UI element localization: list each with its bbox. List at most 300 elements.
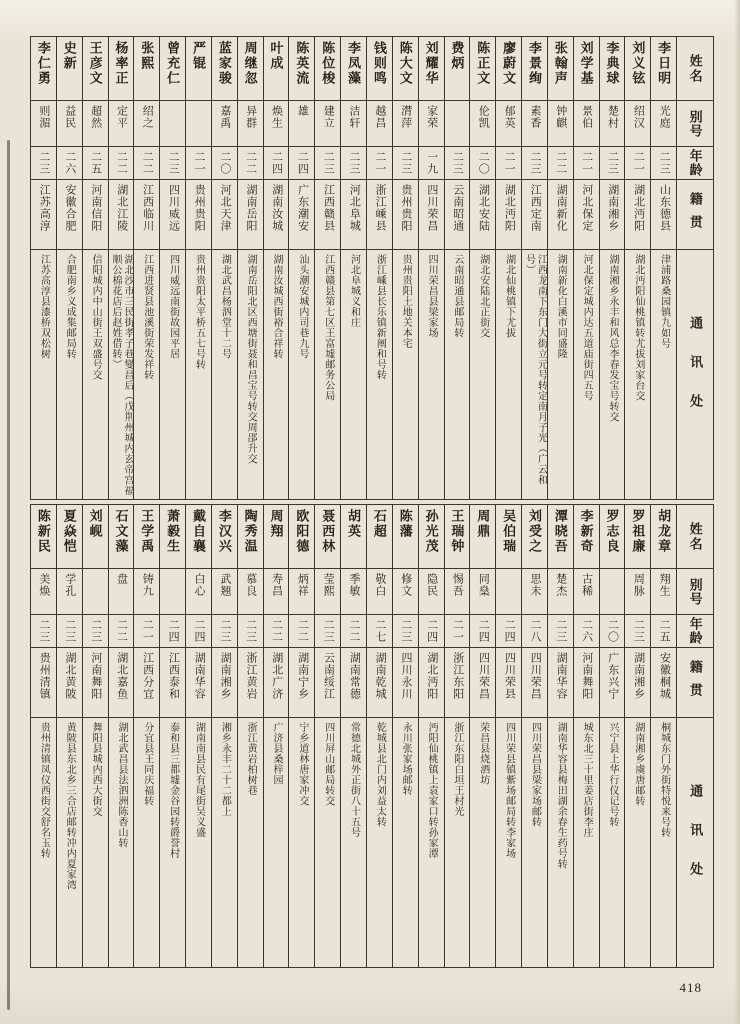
entry-age: 二三	[31, 615, 56, 648]
entry-native: 江西分宜	[134, 648, 159, 718]
entry-name: 罗祖廉	[625, 505, 650, 569]
entry-address: 四川荣昌县梁家场邮转	[529, 722, 541, 827]
entry-name: 陶秀温	[238, 505, 263, 569]
scan-shadow-right-edge	[734, 0, 740, 1024]
entry-age: 二一	[134, 615, 159, 648]
entry-age: 二三	[160, 147, 185, 180]
entry-native: 四川永川	[393, 648, 418, 718]
entry-age: 二一	[625, 147, 650, 180]
entry-alias: 周脉	[625, 569, 650, 615]
entry-name: 张翰声	[548, 37, 573, 101]
entry-address: 浙江嵊县长乐镇新阐和号转	[374, 254, 386, 380]
entry-native: 湖北沔阳	[625, 180, 650, 250]
entry-age: 二四	[419, 615, 444, 648]
entry-native: 安徽桐城	[651, 648, 676, 718]
entry-alias: 光庭	[651, 101, 676, 147]
entry-age: 二三	[57, 615, 82, 648]
entry-address: 贵州贵阳太平桥五七号转	[193, 254, 205, 370]
registry-entry-column	[419, 505, 445, 967]
registry-entry-column	[289, 37, 315, 499]
registry-entry-column	[264, 37, 290, 499]
entry-native: 湖南华容	[548, 648, 573, 718]
entry-alias: 武翘	[212, 569, 237, 615]
header-age: 年龄	[677, 147, 713, 180]
entry-alias: 洁轩	[341, 101, 366, 147]
entry-age: 二三	[83, 615, 108, 648]
registry-entry-column	[393, 505, 419, 967]
entry-address: 兴宁县上华行仪记号转	[606, 722, 618, 827]
entry-age: 二二	[264, 615, 289, 648]
entry-native: 山东德县	[651, 180, 676, 250]
entry-address: 黄陂县东北乡三合店邮转冲内夏家湾	[64, 722, 76, 890]
header-name: 姓名	[677, 37, 713, 101]
entry-age: 二三	[341, 147, 366, 180]
entry-alias: 钟麒	[548, 101, 573, 147]
entry-age: 二〇	[212, 147, 237, 180]
entry-native: 湖北沔阳	[496, 180, 521, 250]
entry-age: 二三	[393, 147, 418, 180]
registry-entry-column	[522, 37, 548, 499]
entry-name: 陈英流	[289, 37, 314, 101]
entry-native: 河北天津	[212, 180, 237, 250]
entry-age: 二三	[522, 147, 547, 180]
entry-alias: 翔生	[651, 569, 676, 615]
entry-alias: 建立	[315, 101, 340, 147]
entry-name: 曾充仁	[160, 37, 185, 101]
registry-entry-column	[651, 37, 677, 499]
registry-entry-column	[445, 505, 471, 967]
registry-entry-column	[600, 505, 626, 967]
entry-address: 广济县桑梓园	[271, 722, 283, 785]
entry-native: 四川荣县	[496, 648, 521, 718]
entry-name: 刘岘	[83, 505, 108, 569]
entry-age: 二一	[367, 147, 392, 180]
registry-entry-column	[574, 505, 600, 967]
entry-alias	[496, 569, 521, 615]
entry-name: 廖蔚文	[496, 37, 521, 101]
entry-native: 江西赣县	[315, 180, 340, 250]
entry-native: 湖南湘乡	[212, 648, 237, 718]
registry-entry-column	[548, 37, 574, 499]
entry-address: 荣昌县烧酒坊	[477, 722, 489, 785]
entry-name: 杨率正	[109, 37, 134, 101]
entry-address: 汕头潮安城内司巷九号	[296, 254, 308, 359]
entry-address: 湖南汝城西街裕合祥转	[271, 254, 283, 359]
entry-age: 二五	[83, 147, 108, 180]
entry-name: 李新奇	[574, 505, 599, 569]
entry-alias: 楚村	[600, 101, 625, 147]
entry-age: 二五	[651, 615, 676, 648]
registry-entry-column	[83, 37, 109, 499]
entry-name: 李汉兴	[212, 505, 237, 569]
entry-alias: 敬白	[367, 569, 392, 615]
entry-native: 贵州清镇	[31, 648, 56, 718]
entry-alias: 异群	[238, 101, 263, 147]
entry-alias: 绍汉	[625, 101, 650, 147]
entry-alias: 同燊	[470, 569, 495, 615]
registry-table-bottom	[30, 504, 714, 968]
entry-address: 湖北仙桃镇下尤拔	[503, 254, 515, 338]
registry-table-top	[30, 36, 714, 500]
entry-name: 周鼎	[470, 505, 495, 569]
entry-address: 云南昭通县邮局转	[451, 254, 463, 338]
entry-alias: 古稀	[574, 569, 599, 615]
registry-entry-column	[31, 37, 57, 499]
entry-alias: 学孔	[57, 569, 82, 615]
entry-address: 浙江东阳白坦王村光	[451, 722, 463, 817]
entry-alias: 楚杰	[548, 569, 573, 615]
registry-entry-column	[160, 505, 186, 967]
entry-native: 湖南岳阳	[238, 180, 263, 250]
registry-entry-column	[57, 37, 83, 499]
entry-address: 江西龙南下东门大街立元号转定南月子光（广云和号）	[523, 254, 547, 485]
entry-alias: 季敏	[341, 569, 366, 615]
entry-address: 贵州清镇凤仪西街交舒名玉转	[38, 722, 50, 859]
entry-native: 江苏高淳	[31, 180, 56, 250]
registry-entry-column	[289, 505, 315, 967]
entry-alias: 伦凯	[470, 101, 495, 147]
entry-address: 河北保定城内达五道庙街四五号	[581, 254, 593, 401]
entry-name: 萧毅生	[160, 505, 185, 569]
entry-age: 二〇	[470, 147, 495, 180]
entry-age: 二一	[445, 615, 470, 648]
entry-age: 二三	[651, 147, 676, 180]
registry-entry-column	[160, 37, 186, 499]
entry-native: 云南绥江	[315, 648, 340, 718]
entry-age: 二二	[109, 615, 134, 648]
entry-alias: 越昌	[367, 101, 392, 147]
entry-address: 四川荣昌县梁家场	[426, 254, 438, 338]
entry-address: 永川张家场邮转	[400, 722, 412, 796]
entry-name: 刘义铉	[625, 37, 650, 101]
entry-name: 陈位梭	[315, 37, 340, 101]
entry-name: 陈新民	[31, 505, 56, 569]
entry-name: 史新	[57, 37, 82, 101]
entry-age: 二八	[522, 615, 547, 648]
entry-address: 沔阳仙桃镇上袁家口转孙家潭	[426, 722, 438, 859]
entry-native: 河南舞阳	[574, 648, 599, 718]
entry-name: 陈藩	[393, 505, 418, 569]
entry-alias: 思未	[522, 569, 547, 615]
entry-name: 李日明	[651, 37, 676, 101]
header-column-bottom	[677, 505, 713, 967]
entry-age: 二〇	[600, 615, 625, 648]
entry-native: 湖北安陆	[470, 180, 495, 250]
entry-native: 安徽合肥	[57, 180, 82, 250]
entry-name: 严锟	[186, 37, 211, 101]
registry-entry-column	[496, 505, 522, 967]
entry-name: 石文藻	[109, 505, 134, 569]
registry-entry-column	[625, 505, 651, 967]
entry-name: 胡英	[341, 505, 366, 569]
entry-name: 吴伯瑞	[496, 505, 521, 569]
entry-alias: 修文	[393, 569, 418, 615]
registry-entry-column	[470, 37, 496, 499]
entry-name: 潭晓吾	[548, 505, 573, 569]
entry-native: 湖北江陵	[109, 180, 134, 250]
registry-entry-column	[212, 37, 238, 499]
entry-name: 胡龙章	[651, 505, 676, 569]
entry-address: 湖南南县民有尾街吴义盛	[193, 722, 205, 838]
entry-address: 津浦路桑园镇九如号	[658, 254, 670, 349]
entry-alias: 寿昌	[264, 569, 289, 615]
registry-entry-column	[109, 37, 135, 499]
entry-native: 浙江嵊县	[367, 180, 392, 250]
entry-name: 刘学基	[574, 37, 599, 101]
entry-address: 湖北安陆北正街交	[477, 254, 489, 338]
entry-age: 二二	[548, 147, 573, 180]
entry-age: 二六	[574, 615, 599, 648]
entry-name: 陈正文	[470, 37, 495, 101]
entry-alias: 家荣	[419, 101, 444, 147]
entry-native: 湖南乾城	[367, 648, 392, 718]
entry-native: 湖北黄陂	[57, 648, 82, 718]
entry-native: 浙江黄岩	[238, 648, 263, 718]
entry-native: 湖南宁乡	[289, 648, 314, 718]
entry-alias: 潸萍	[393, 101, 418, 147]
entry-age: 二三	[31, 147, 56, 180]
entry-age: 二二	[341, 615, 366, 648]
registry-entry-column	[264, 505, 290, 967]
entry-native: 云南昭通	[445, 180, 470, 250]
entry-name: 蓝家骏	[212, 37, 237, 101]
entry-age: 二一	[574, 147, 599, 180]
registry-entry-column	[445, 37, 471, 499]
entry-name: 李典球	[600, 37, 625, 101]
entry-address: 江西进贤县池溪街荣发祥转	[141, 254, 153, 380]
entry-age: 二二	[238, 147, 263, 180]
entry-age: 二四	[289, 147, 314, 180]
registry-entry-column	[238, 37, 264, 499]
entry-native: 湖南新化	[548, 180, 573, 250]
entry-alias	[160, 101, 185, 147]
entry-native: 贵州贵阳	[393, 180, 418, 250]
entry-address: 湖南岳阳北区西塘街聂和昌宝号转交周郘升交	[245, 254, 257, 464]
registry-entry-column	[186, 505, 212, 967]
entry-address: 四川屏山邮局转交	[322, 722, 334, 806]
entry-address: 河北阜城义和庄	[348, 254, 360, 328]
entry-name: 刘受之	[522, 505, 547, 569]
entry-alias	[600, 569, 625, 615]
registry-entry-column	[83, 505, 109, 967]
entry-native: 河北保定	[574, 180, 599, 250]
entry-alias	[445, 101, 470, 147]
registry-entry-column	[212, 505, 238, 967]
entry-address: 湖南湘乡虞唐邮转	[632, 722, 644, 806]
entry-name: 夏焱恺	[57, 505, 82, 569]
entry-age: 二六	[57, 147, 82, 180]
entry-address: 湖南湘乡永丰和风总李春发宝号转交	[606, 254, 618, 422]
registry-entry-column	[109, 505, 135, 967]
entry-age: 二二	[109, 147, 134, 180]
page-number: 418	[679, 980, 702, 995]
entry-name: 王彦文	[83, 37, 108, 101]
entry-alias: 郁英	[496, 101, 521, 147]
entry-address: 江苏高淳县漆桥双松树	[38, 254, 50, 359]
entry-name: 罗志良	[600, 505, 625, 569]
entry-alias: 景伯	[574, 101, 599, 147]
registry-entry-column	[238, 505, 264, 967]
entry-native: 湖南湘乡	[625, 648, 650, 718]
entry-native: 四川荣昌	[470, 648, 495, 718]
entry-alias: 则湄	[31, 101, 56, 147]
entry-address: 常德北城外正街八十五号	[348, 722, 360, 838]
entry-name: 费炳	[445, 37, 470, 101]
entry-address: 湘乡永丰二十二都上	[219, 722, 231, 817]
entry-address: 合肥南乡义成集邮局转	[64, 254, 76, 359]
entry-native: 贵州贵阳	[186, 180, 211, 250]
entry-address: 贵州贵阳土地关本宅	[400, 254, 412, 349]
entry-alias: 益民	[57, 101, 82, 147]
entry-alias: 焕生	[264, 101, 289, 147]
entry-age: 二三	[600, 147, 625, 180]
header-alias: 别号	[677, 569, 713, 615]
entry-alias: 绍之	[134, 101, 159, 147]
entry-address: 桐城东门外街特悦来号转	[658, 722, 670, 838]
entry-alias: 嘉禹	[212, 101, 237, 147]
entry-age: 二四	[264, 147, 289, 180]
entry-age: 二二	[134, 147, 159, 180]
entry-alias	[83, 569, 108, 615]
entry-native: 河北阜城	[341, 180, 366, 250]
registry-entry-column	[31, 505, 57, 967]
entry-name: 陈大文	[393, 37, 418, 101]
entry-age: 一九	[419, 147, 444, 180]
entry-age: 二三	[212, 615, 237, 648]
entry-age: 二三	[548, 615, 573, 648]
registry-entry-column	[341, 37, 367, 499]
entry-address: 江西赣县第七区王富墟邮务公局	[322, 254, 334, 401]
entry-age: 二三	[315, 615, 340, 648]
entry-address: 湖北沔阳仙桃镇转尤拔刘家台交	[632, 254, 644, 401]
entry-address: 浙江黄岩柏树巷	[245, 722, 257, 796]
registry-entry-column	[341, 505, 367, 967]
entry-native: 河南舞阳	[83, 648, 108, 718]
header-native: 籍贯	[677, 648, 713, 718]
registry-entry-column	[315, 37, 341, 499]
entry-name: 张熙	[134, 37, 159, 101]
entry-age: 二三	[393, 615, 418, 648]
entry-age: 二四	[160, 615, 185, 648]
entry-name: 聂西林	[315, 505, 340, 569]
registry-entry-column	[393, 37, 419, 499]
entry-name: 李凤藻	[341, 37, 366, 101]
entry-native: 湖南常德	[341, 648, 366, 718]
registry-entry-column	[548, 505, 574, 967]
entry-address: 分宜县王同庆福转	[141, 722, 153, 806]
entry-native: 四川荣昌	[522, 648, 547, 718]
entry-address: 宁乡道林唐家冲交	[296, 722, 308, 806]
entry-address: 湖南新化白溪市同盛隆	[555, 254, 567, 359]
entry-alias: 美焕	[31, 569, 56, 615]
entry-name: 周继忽	[238, 37, 263, 101]
registry-entry-column	[367, 37, 393, 499]
entry-age: 二二	[289, 615, 314, 648]
registry-entry-column	[134, 505, 160, 967]
entry-native: 湖南湘乡	[600, 180, 625, 250]
entry-age: 二三	[625, 615, 650, 648]
header-age: 年龄	[677, 615, 713, 648]
entry-native: 四川荣昌	[419, 180, 444, 250]
entry-native: 江西泰和	[160, 648, 185, 718]
entry-native: 湖南华容	[186, 648, 211, 718]
entry-alias: 超然	[83, 101, 108, 147]
registry-entry-column	[600, 37, 626, 499]
entry-address: 乾城县北门内刘益太转	[374, 722, 386, 827]
entry-name: 李景绚	[522, 37, 547, 101]
header-name: 姓名	[677, 505, 713, 569]
entry-native: 浙江东阳	[445, 648, 470, 718]
entry-native: 江西定南	[522, 180, 547, 250]
registry-entry-column	[315, 505, 341, 967]
entry-name: 孙光茂	[419, 505, 444, 569]
entry-age: 二四	[496, 615, 521, 648]
registry-entry-column	[134, 37, 160, 499]
entry-address: 湖北武昌杨泗堂十二号	[219, 254, 231, 359]
entry-native: 江西临川	[134, 180, 159, 250]
entry-alias: 莹熙	[315, 569, 340, 615]
entry-address: 四川荣县镇紫场邮局转李家场	[503, 722, 515, 859]
registry-entry-column	[419, 37, 445, 499]
entry-name: 戴自襄	[186, 505, 211, 569]
header-column-top	[677, 37, 713, 499]
entry-native: 四川威远	[160, 180, 185, 250]
registry-entry-column	[57, 505, 83, 967]
registry-entry-column	[625, 37, 651, 499]
entry-name: 李仁勇	[31, 37, 56, 101]
entry-alias: 定平	[109, 101, 134, 147]
entry-native: 河南信阳	[83, 180, 108, 250]
entry-alias	[186, 101, 211, 147]
entry-age: 二三	[238, 615, 263, 648]
entry-native: 湖南汝城	[264, 180, 289, 250]
entry-address: 湖北沙市三民街孝子巷燮昌后（戊荆州城内玄帝宫福顺公棉花店后赵姓借转）	[109, 254, 133, 496]
scan-shadow-left-edge	[7, 140, 10, 1010]
header-address: 通讯处	[688, 316, 704, 433]
entry-name: 钱则鸣	[367, 37, 392, 101]
entry-alias: 铸九	[134, 569, 159, 615]
entry-name: 石超	[367, 505, 392, 569]
entry-name: 叶成	[264, 37, 289, 101]
entry-name: 欧阳德	[289, 505, 314, 569]
registry-entry-column	[470, 505, 496, 967]
entry-name: 刘耀华	[419, 37, 444, 101]
entry-alias: 盘	[109, 569, 134, 615]
header-alias: 别号	[677, 101, 713, 147]
entry-native: 广东潮安	[289, 180, 314, 250]
entry-alias: 隐民	[419, 569, 444, 615]
entry-alias: 白心	[186, 569, 211, 615]
entry-age: 二四	[186, 615, 211, 648]
entry-age: 二四	[470, 615, 495, 648]
entry-native: 湖北广济	[264, 648, 289, 718]
entry-alias: 慕良	[238, 569, 263, 615]
entry-age: 二七	[367, 615, 392, 648]
registry-entry-column	[496, 37, 522, 499]
registry-entry-column	[522, 505, 548, 967]
entry-native: 湖北嘉鱼	[109, 648, 134, 718]
entry-alias: 雄	[289, 101, 314, 147]
entry-address: 湖南华容县梅田湖余春生药号转	[555, 722, 567, 869]
entry-native: 湖北沔阳	[419, 648, 444, 718]
entry-address: 湖北武昌县法泗洲陈香山转	[115, 722, 127, 848]
entry-address: 舞阳县城内西大街交	[90, 722, 102, 817]
entry-address: 信阳城内中山街王双盛号交	[90, 254, 102, 380]
entry-address: 城东北三十里姜店街李庄	[581, 722, 593, 838]
entry-name: 周翔	[264, 505, 289, 569]
entry-name: 王瑞钟	[445, 505, 470, 569]
entry-age: 二一	[186, 147, 211, 180]
